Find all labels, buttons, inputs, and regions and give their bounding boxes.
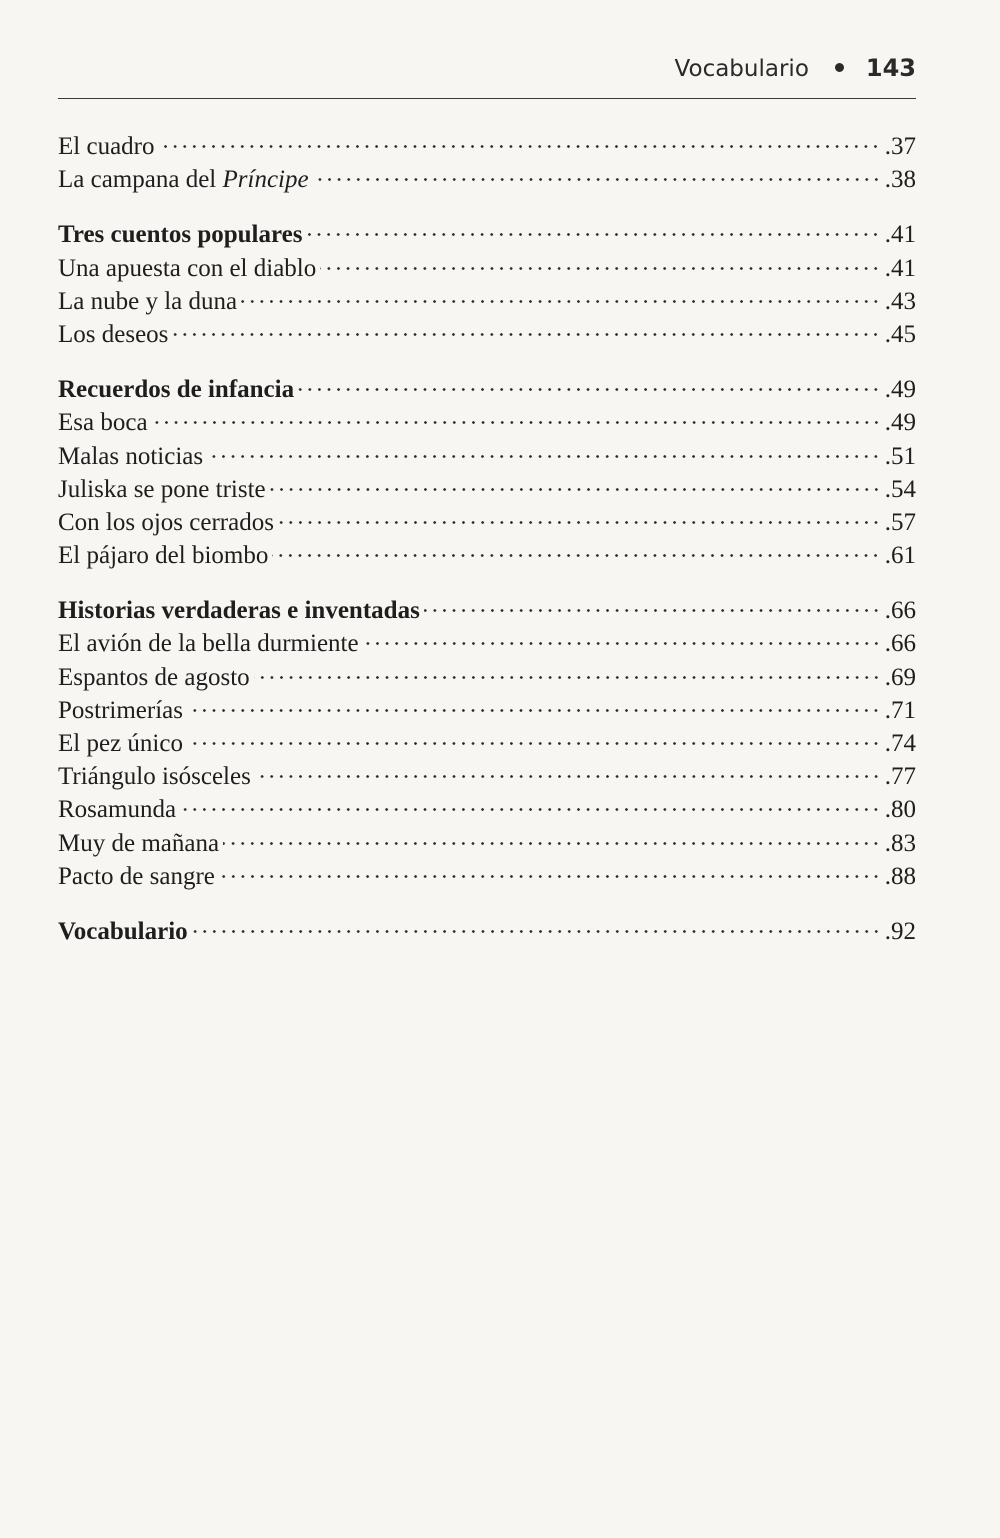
dot-leader	[152, 421, 881, 424]
toc-entry-el-cuadro	[58, 130, 916, 163]
toc-entry-page: .88	[884, 862, 916, 890]
toc-entry-page: .43	[884, 287, 916, 315]
toc-entry-juliska-se-pone-triste	[58, 473, 916, 506]
dot-leader	[298, 388, 881, 391]
toc-entry-triangulo-isosceles	[58, 760, 916, 793]
toc-entry-title: Triángulo isósceles	[58, 763, 251, 791]
dot-leader	[306, 233, 880, 236]
toc-entry-page: .77	[884, 763, 916, 791]
toc-entry-title: El pez único	[58, 730, 183, 757]
toc-section-title: Recuerdos de infancia	[58, 376, 295, 404]
toc-entry-page: .38	[884, 166, 916, 194]
toc-entry-page: .66	[884, 597, 916, 625]
dot-leader	[255, 775, 881, 778]
toc-entry-page: .83	[884, 829, 916, 857]
toc-entry-title: El cuadro	[58, 133, 155, 160]
dot-leader	[207, 455, 881, 458]
toc-entry-title: Pacto de sangre	[58, 862, 215, 890]
toc-entry-page: .41	[884, 254, 916, 282]
toc-entry-muy-de-manana	[58, 827, 916, 860]
dot-leader	[192, 930, 881, 933]
toc-entry-esa-boca	[58, 406, 916, 439]
toc-entry-title: El pájaro del biombo	[58, 542, 269, 570]
dot-leader	[241, 300, 881, 303]
toc-entry-la-campana-del-principe	[58, 163, 916, 196]
dot-leader	[180, 808, 881, 811]
toc-entry-page: .74	[884, 730, 916, 757]
toc-entry-title: Espantos de agosto	[58, 663, 250, 691]
toc-entry-title-prefix: La campana del	[58, 166, 223, 194]
toc-entry-page: .61	[884, 542, 916, 570]
toc-group	[58, 130, 916, 196]
dot-leader	[278, 521, 881, 524]
toc-entry-una-apuesta-con-el-diablo	[58, 252, 916, 285]
toc-entry-title: Esa boca	[58, 409, 148, 437]
toc-entry-title: Una apuesta con el diablo	[58, 254, 317, 282]
toc-entry-rosamunda	[58, 793, 916, 826]
toc-entry-espantos-de-agosto	[58, 661, 916, 694]
toc-entry-page: .66	[884, 630, 916, 658]
toc-entry-title: Los deseos	[58, 320, 169, 348]
dot-leader	[219, 875, 881, 878]
toc-entry-page: .41	[884, 221, 916, 249]
toc-entry-title: La nube y la duna	[58, 287, 238, 315]
toc-entry-page: .49	[884, 409, 916, 437]
toc-entry-page: .57	[884, 508, 916, 536]
toc-entry-title: Rosamunda	[58, 796, 177, 824]
toc-entry-pacto-de-sangre	[58, 860, 916, 893]
dot-leader	[272, 554, 880, 557]
toc-section-historias-verdaderas-e-inventadas	[58, 594, 916, 627]
dot-leader	[363, 642, 881, 645]
toc-entry-title	[58, 163, 309, 196]
toc-entry-page: .49	[884, 376, 916, 404]
dot-leader	[172, 333, 880, 336]
toc-entry-title: Juliska se pone triste	[58, 475, 266, 503]
toc-entry-page: .54	[884, 475, 916, 503]
toc-section-tres-cuentos-populares	[58, 218, 916, 251]
dot-leader	[223, 842, 881, 845]
toc-entry-page: .71	[884, 696, 916, 724]
toc-entry-title: Postrimerías	[58, 696, 183, 724]
running-header	[58, 54, 916, 90]
dot-leader	[313, 178, 881, 181]
page-number: 143	[865, 54, 916, 82]
toc-entry-page: .37	[884, 133, 916, 160]
toc-entry-title: Muy de mañana	[58, 829, 220, 857]
toc-entry-malas-noticias	[58, 440, 916, 473]
bullet-separator-icon	[835, 63, 844, 72]
dot-leader	[187, 709, 881, 712]
dot-leader	[424, 609, 881, 612]
toc-entry-los-deseos	[58, 318, 916, 351]
toc-entry-page: .45	[884, 320, 916, 348]
toc-group	[58, 915, 916, 948]
toc-entry-postrimerias	[58, 694, 916, 727]
dot-leader	[270, 488, 881, 491]
toc-entry-la-nube-y-la-duna	[58, 285, 916, 318]
toc-entry-page: .80	[884, 796, 916, 824]
dot-leader	[158, 145, 880, 148]
table-of-contents	[58, 130, 916, 970]
toc-entry-page: .92	[884, 917, 916, 945]
toc-entry-title: Con los ojos cerrados	[58, 508, 274, 536]
toc-entry-el-avion-de-la-bella-durmiente	[58, 627, 916, 660]
toc-section-title: Historias verdaderas e inventadas	[58, 597, 420, 625]
header-rule	[58, 98, 916, 99]
dot-leader	[187, 742, 881, 745]
toc-group	[58, 218, 916, 351]
toc-entry-con-los-ojos-cerrados	[58, 506, 916, 539]
toc-group	[58, 373, 916, 572]
dot-leader	[254, 676, 881, 679]
toc-entry-title: El avión de la bella durmiente	[58, 630, 359, 658]
toc-section-vocabulario	[58, 915, 916, 948]
toc-section-title: Vocabulario	[58, 917, 188, 945]
toc-entry-el-pez-unico	[58, 727, 916, 760]
toc-entry-el-pajaro-del-biombo	[58, 539, 916, 572]
toc-section-title: Tres cuentos populares	[58, 221, 303, 249]
toc-entry-page: .51	[884, 442, 916, 470]
toc-section-recuerdos-de-infancia	[58, 373, 916, 406]
toc-entry-title: Malas noticias	[58, 442, 204, 470]
running-header-section: Vocabulario	[674, 56, 809, 82]
dot-leader	[320, 267, 881, 270]
toc-entry-title-italic: Príncipe	[222, 166, 309, 194]
toc-entry-page: .69	[884, 663, 916, 691]
toc-group	[58, 594, 916, 893]
